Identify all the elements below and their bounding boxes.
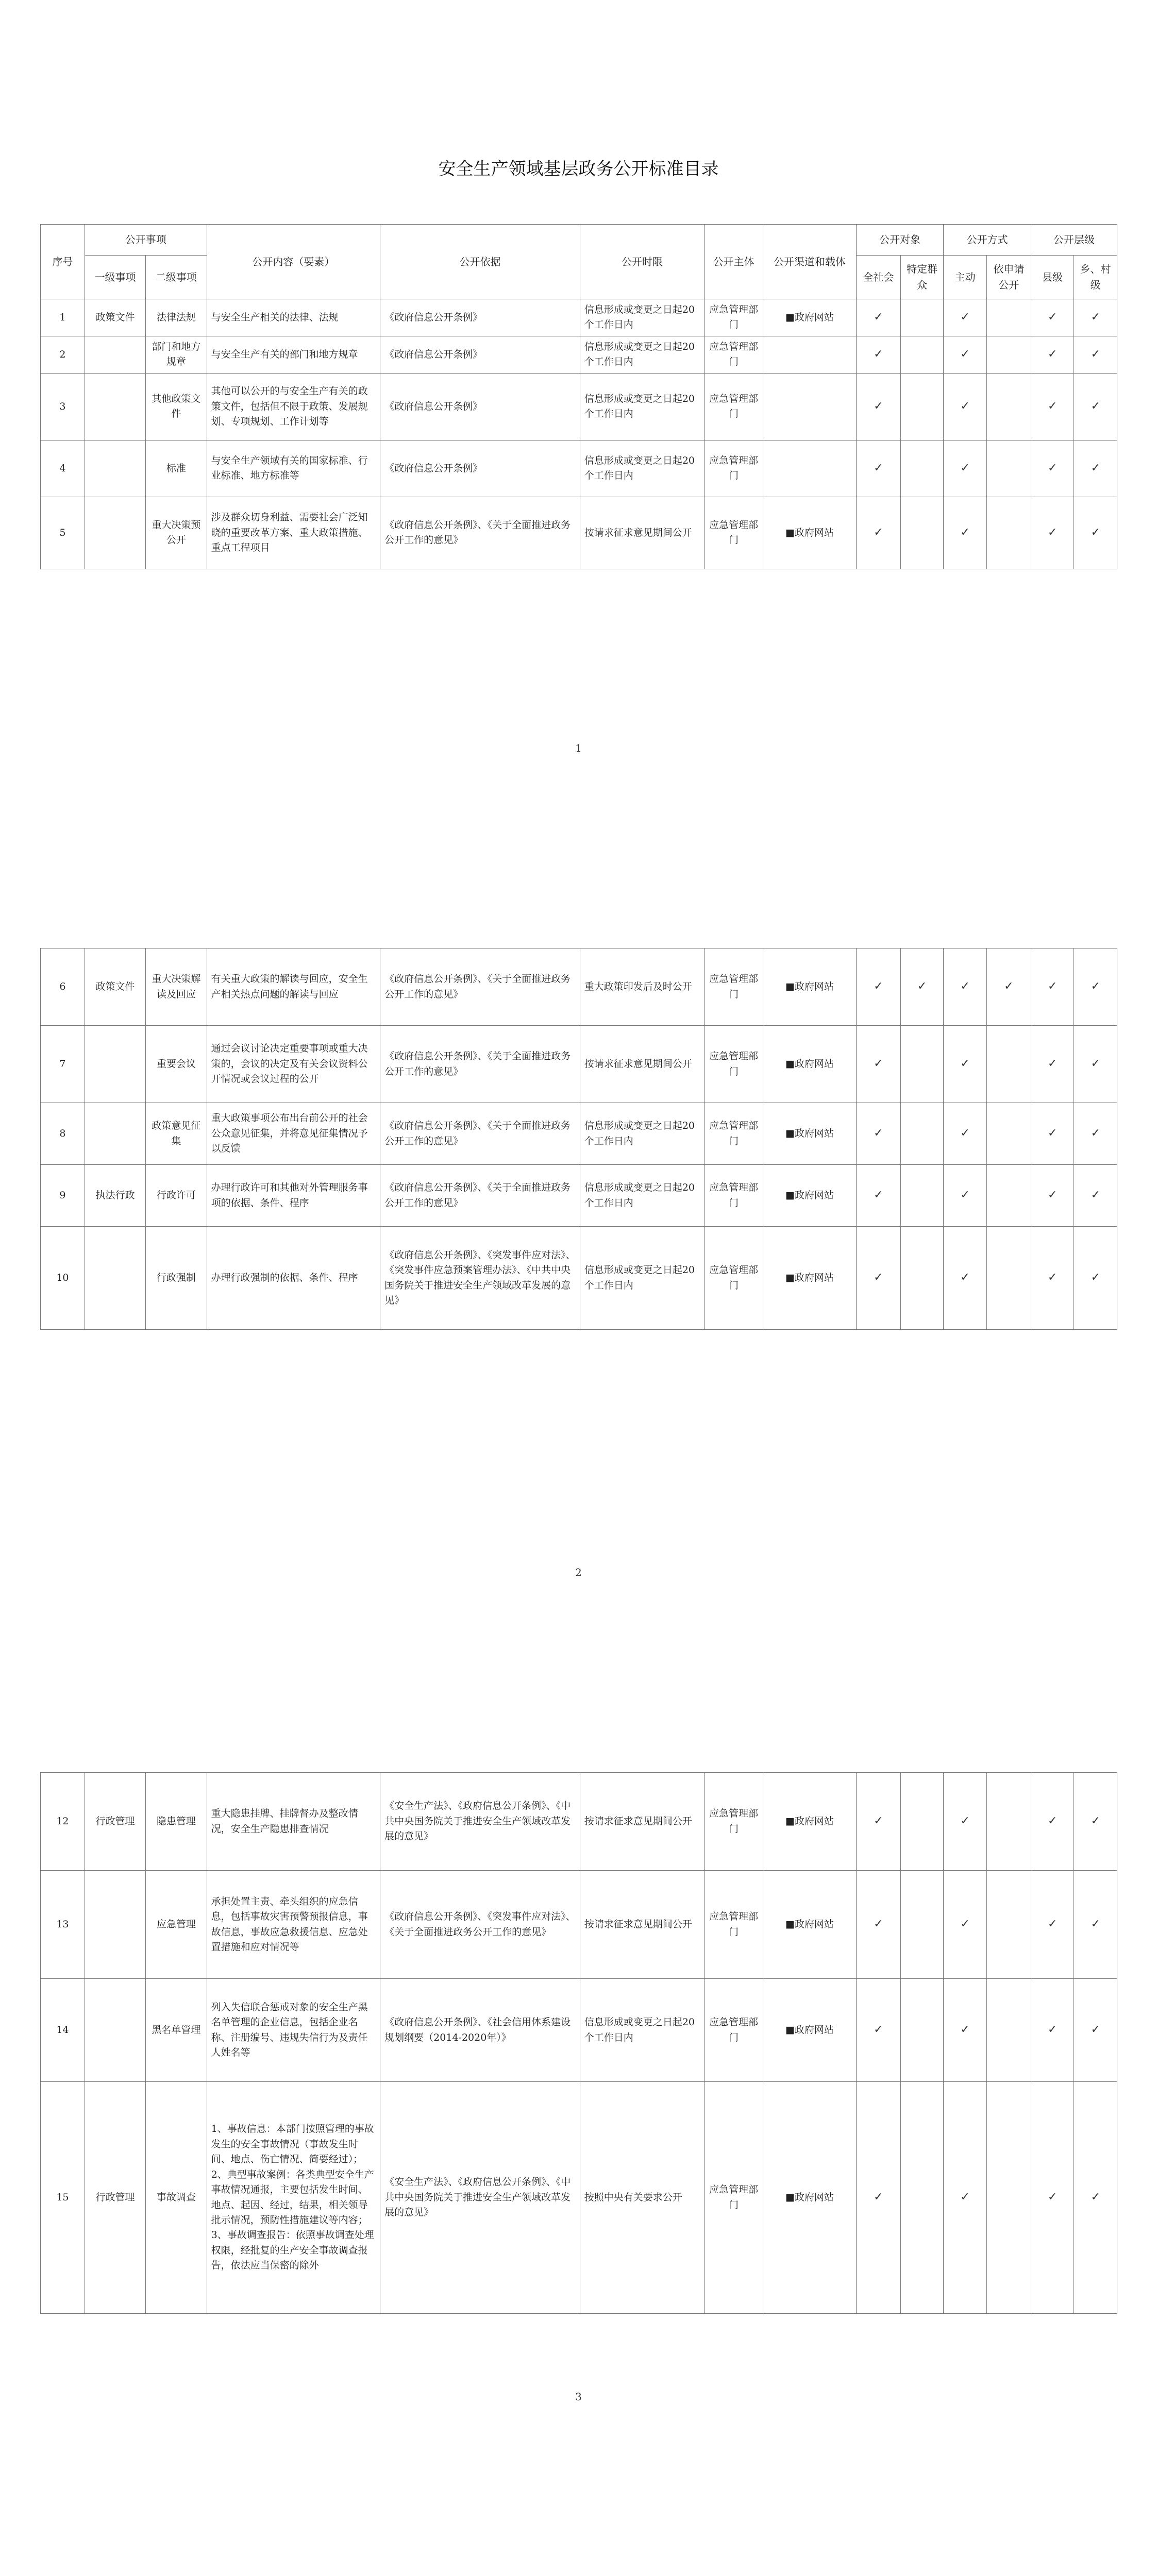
row-time: 信息形成或变更之日起20个工作日内 <box>580 440 704 497</box>
row-content: 列入失信联合惩戒对象的安全生产黑名单管理的企业信息，包括企业名称、注册编号、违规失信行为及责任人姓名等 <box>207 1979 380 2082</box>
check-mark-act: ✓ <box>944 1979 987 2082</box>
check-mark-cty: ✓ <box>1031 2082 1074 2314</box>
row-basis: 《政府信息公开条例》、《关于全面推进政务公开工作的意见》 <box>380 948 580 1026</box>
row-time: 按照中央有关要求公开 <box>580 2082 704 2314</box>
check-mark-soc: ✓ <box>856 1026 900 1103</box>
row-subject: 应急管理部门 <box>705 299 763 336</box>
header-level2: 二级事项 <box>146 256 207 299</box>
check-mark-twn: ✓ <box>1074 1773 1117 1871</box>
check-mark-req <box>986 1979 1031 2082</box>
row-seq: 2 <box>41 336 85 373</box>
row-basis: 《政府信息公开条例》、《关于全面推进政务公开工作的意见》 <box>380 1026 580 1103</box>
catalog-table <box>40 224 1117 569</box>
row-level1 <box>85 1103 145 1165</box>
row-level2: 法律法规 <box>146 299 207 336</box>
row-channel: ■政府网站 <box>763 2082 856 2314</box>
header-channel: 公开渠道和载体 <box>763 225 856 299</box>
row-content: 与安全生产有关的部门和地方规章 <box>207 336 380 373</box>
check-mark-act: ✓ <box>944 2082 987 2314</box>
row-level1 <box>85 373 145 440</box>
check-mark-act: ✓ <box>944 1227 987 1330</box>
row-content: 1、事故信息：本部门按照管理的事故发生的安全事故情况（事故发生时间、地点、伤亡情况、简要经过）；2、典型事故案例：各类典型安全生产事故情况通报，主要包括发生时间、地点、起因、经过，结果，相关领导批示情况，预防性措施建议等内容；3、事故调查报告：依照事故调查处理权限，经批复的生产安全事故调查报告，依法应当保密的除外 <box>207 2082 380 2314</box>
row-subject: 应急管理部门 <box>705 948 763 1026</box>
header-active: 主动 <box>944 256 987 299</box>
check-mark-twn: ✓ <box>1074 1979 1117 2082</box>
row-seq: 4 <box>41 440 85 497</box>
row-level2: 黑名单管理 <box>146 1979 207 2082</box>
header-level1: 一级事项 <box>85 256 145 299</box>
check-mark-req <box>986 299 1031 336</box>
row-level2: 标准 <box>146 440 207 497</box>
row-level2: 行政强制 <box>146 1227 207 1330</box>
check-mark-twn: ✓ <box>1074 1026 1117 1103</box>
row-seq: 6 <box>41 948 85 1026</box>
check-mark-act: ✓ <box>944 1871 987 1979</box>
check-mark-grp <box>900 1026 944 1103</box>
check-mark-soc: ✓ <box>856 948 900 1026</box>
row-level2: 事故调查 <box>146 2082 207 2314</box>
row-channel: ■政府网站 <box>763 1227 856 1330</box>
row-seq: 12 <box>41 1773 85 1871</box>
table-row <box>41 1979 1117 2082</box>
check-mark-twn: ✓ <box>1074 1103 1117 1165</box>
check-mark-req <box>986 373 1031 440</box>
row-seq: 5 <box>41 497 85 569</box>
row-level2: 其他政策文件 <box>146 373 207 440</box>
check-mark-req <box>986 1165 1031 1227</box>
table-row <box>41 948 1117 1026</box>
check-mark-grp <box>900 1103 944 1165</box>
row-subject: 应急管理部门 <box>705 1979 763 2082</box>
check-mark-grp <box>900 2082 944 2314</box>
check-mark-soc: ✓ <box>856 1227 900 1330</box>
row-time: 按请求征求意见期间公开 <box>580 1871 704 1979</box>
check-mark-twn: ✓ <box>1074 2082 1117 2314</box>
row-basis: 《政府信息公开条例》、《关于全面推进政务公开工作的意见》 <box>380 497 580 569</box>
check-mark-act: ✓ <box>944 1103 987 1165</box>
check-mark-soc: ✓ <box>856 336 900 373</box>
row-time: 信息形成或变更之日起20个工作日内 <box>580 373 704 440</box>
row-seq: 15 <box>41 2082 85 2314</box>
check-mark-grp <box>900 1871 944 1979</box>
table-row <box>41 1026 1117 1103</box>
row-subject: 应急管理部门 <box>705 1165 763 1227</box>
check-mark-grp <box>900 336 944 373</box>
row-basis: 《政府信息公开条例》 <box>380 336 580 373</box>
header-basis: 公开依据 <box>380 225 580 299</box>
row-channel: ■政府网站 <box>763 1773 856 1871</box>
check-mark-twn: ✓ <box>1074 1165 1117 1227</box>
header-row <box>41 225 1117 256</box>
header-content: 公开内容（要素） <box>207 225 380 299</box>
check-mark-grp <box>900 1165 944 1227</box>
row-content: 办理行政许可和其他对外管理服务事项的依据、条件、程序 <box>207 1165 380 1227</box>
check-mark-twn: ✓ <box>1074 1871 1117 1979</box>
row-content: 其他可以公开的与安全生产有关的政策文件，包括但不限于政策、发展规划、专项规划、工作计划等 <box>207 373 380 440</box>
check-mark-soc: ✓ <box>856 2082 900 2314</box>
check-mark-req <box>986 336 1031 373</box>
row-basis: 《政府信息公开条例》 <box>380 373 580 440</box>
header-seq: 序号 <box>41 225 85 299</box>
check-mark-grp <box>900 1979 944 2082</box>
row-level2: 重大决策解读及回应 <box>146 948 207 1026</box>
row-level1 <box>85 1026 145 1103</box>
check-mark-soc: ✓ <box>856 1773 900 1871</box>
row-channel: ■政府网站 <box>763 948 856 1026</box>
row-level2: 行政许可 <box>146 1165 207 1227</box>
row-seq: 9 <box>41 1165 85 1227</box>
row-basis: 《政府信息公开条例》 <box>380 440 580 497</box>
row-subject: 应急管理部门 <box>705 336 763 373</box>
row-level1 <box>85 1979 145 2082</box>
check-mark-act: ✓ <box>944 1026 987 1103</box>
row-seq: 10 <box>41 1227 85 1330</box>
row-time: 按请求征求意见期间公开 <box>580 1773 704 1871</box>
check-mark-cty: ✓ <box>1031 1773 1074 1871</box>
check-mark-grp: ✓ <box>900 948 944 1026</box>
check-mark-act: ✓ <box>944 948 987 1026</box>
page-number: 3 <box>575 2391 582 2403</box>
table-row <box>41 373 1117 440</box>
check-mark-grp <box>900 440 944 497</box>
check-mark-soc: ✓ <box>856 1103 900 1165</box>
row-seq: 3 <box>41 373 85 440</box>
check-mark-soc: ✓ <box>856 299 900 336</box>
row-time: 重大政策印发后及时公开 <box>580 948 704 1026</box>
check-mark-twn: ✓ <box>1074 336 1117 373</box>
row-content: 与安全生产领域有关的国家标准、行业标准、地方标准等 <box>207 440 380 497</box>
check-mark-act: ✓ <box>944 440 987 497</box>
row-level1 <box>85 1871 145 1979</box>
check-mark-req <box>986 1227 1031 1330</box>
row-channel <box>763 440 856 497</box>
check-mark-twn: ✓ <box>1074 299 1117 336</box>
header-county: 县级 <box>1031 256 1074 299</box>
check-mark-grp <box>900 1773 944 1871</box>
row-basis: 《政府信息公开条例》、《社会信用体系建设规划纲要（2014-2020年）》 <box>380 1979 580 2082</box>
row-seq: 14 <box>41 1979 85 2082</box>
row-channel: ■政府网站 <box>763 299 856 336</box>
check-mark-req <box>986 1773 1031 1871</box>
header-society: 全社会 <box>856 256 900 299</box>
row-level1 <box>85 1227 145 1330</box>
row-subject: 应急管理部门 <box>705 1773 763 1871</box>
header-time: 公开时限 <box>580 225 704 299</box>
row-subject: 应急管理部门 <box>705 1871 763 1979</box>
row-content: 与安全生产相关的法律、法规 <box>207 299 380 336</box>
check-mark-twn: ✓ <box>1074 948 1117 1026</box>
table-row <box>41 2082 1117 2314</box>
check-mark-req <box>986 1871 1031 1979</box>
row-level1 <box>85 336 145 373</box>
check-mark-grp <box>900 1227 944 1330</box>
check-mark-soc: ✓ <box>856 1871 900 1979</box>
check-mark-req <box>986 2082 1031 2314</box>
row-channel: ■政府网站 <box>763 1871 856 1979</box>
row-content: 涉及群众切身利益、需要社会广泛知晓的重要改革方案、重大政策措施、重点工程项目 <box>207 497 380 569</box>
row-time: 信息形成或变更之日起20个工作日内 <box>580 1979 704 2082</box>
row-subject: 应急管理部门 <box>705 1103 763 1165</box>
page-number: 1 <box>575 742 582 754</box>
header-request: 依申请公开 <box>986 256 1031 299</box>
row-basis: 《安全生产法》、《政府信息公开条例》、《中共中央国务院关于推进安全生产领域改革发展的意见》 <box>380 2082 580 2314</box>
row-channel: ■政府网站 <box>763 1026 856 1103</box>
row-channel <box>763 336 856 373</box>
row-content: 有关重大政策的解读与回应，安全生产相关热点问题的解读与回应 <box>207 948 380 1026</box>
row-level2: 重要会议 <box>146 1026 207 1103</box>
row-basis: 《政府信息公开条例》、《关于全面推进政务公开工作的意见》 <box>380 1165 580 1227</box>
catalog-table <box>40 1772 1117 2314</box>
row-time: 信息形成或变更之日起20个工作日内 <box>580 299 704 336</box>
row-level1: 行政管理 <box>85 1773 145 1871</box>
check-mark-cty: ✓ <box>1031 1103 1074 1165</box>
row-level2: 部门和地方规章 <box>146 336 207 373</box>
check-mark-twn: ✓ <box>1074 373 1117 440</box>
check-mark-twn: ✓ <box>1074 1227 1117 1330</box>
check-mark-grp <box>900 373 944 440</box>
row-level1: 政策文件 <box>85 299 145 336</box>
row-content: 承担处置主责、牵头组织的应急信息，包括事故灾害预警预报信息，事故信息，事故应急救援信息、应急处置措施和应对情况等 <box>207 1871 380 1979</box>
header-subject: 公开主体 <box>705 225 763 299</box>
check-mark-req <box>986 497 1031 569</box>
row-level1: 政策文件 <box>85 948 145 1026</box>
page-number: 2 <box>575 1566 582 1579</box>
table-row <box>41 440 1117 497</box>
row-channel: ■政府网站 <box>763 1979 856 2082</box>
header-level: 公开层级 <box>1031 225 1117 256</box>
row-seq: 1 <box>41 299 85 336</box>
check-mark-cty: ✓ <box>1031 373 1074 440</box>
row-subject: 应急管理部门 <box>705 373 763 440</box>
row-level1 <box>85 440 145 497</box>
row-basis: 《政府信息公开条例》、《突发事件应对法》、《关于全面推进政务公开工作的意见》 <box>380 1871 580 1979</box>
row-level1 <box>85 497 145 569</box>
table-row <box>41 1103 1117 1165</box>
row-seq: 8 <box>41 1103 85 1165</box>
row-content: 重大隐患挂牌、挂牌督办及整改情况，安全生产隐患排查情况 <box>207 1773 380 1871</box>
check-mark-soc: ✓ <box>856 440 900 497</box>
row-time: 信息形成或变更之日起20个工作日内 <box>580 1227 704 1330</box>
row-time: 按请求征求意见期间公开 <box>580 497 704 569</box>
row-level2: 应急管理 <box>146 1871 207 1979</box>
row-subject: 应急管理部门 <box>705 497 763 569</box>
check-mark-cty: ✓ <box>1031 1871 1074 1979</box>
catalog-table <box>40 948 1117 1330</box>
header-target: 公开对象 <box>856 225 943 256</box>
row-subject: 应急管理部门 <box>705 1026 763 1103</box>
table-row <box>41 1165 1117 1227</box>
check-mark-req <box>986 1103 1031 1165</box>
check-mark-req <box>986 1026 1031 1103</box>
check-mark-cty: ✓ <box>1031 1227 1074 1330</box>
check-mark-soc: ✓ <box>856 1165 900 1227</box>
row-basis: 《政府信息公开条例》、《关于全面推进政务公开工作的意见》 <box>380 1103 580 1165</box>
header-method: 公开方式 <box>944 225 1031 256</box>
table-row <box>41 1871 1117 1979</box>
check-mark-cty: ✓ <box>1031 1026 1074 1103</box>
check-mark-soc: ✓ <box>856 373 900 440</box>
row-content: 通过会议讨论决定重要事项或重大决策的，会议的决定及有关会议资料公开情况或会议过程的公开 <box>207 1026 380 1103</box>
row-level1: 执法行政 <box>85 1165 145 1227</box>
header-items: 公开事项 <box>85 225 207 256</box>
header-town: 乡、村级 <box>1074 256 1117 299</box>
row-content: 重大政策事项公布出台前公开的社会公众意见征集，并将意见征集情况予以反馈 <box>207 1103 380 1165</box>
table-row <box>41 336 1117 373</box>
check-mark-grp <box>900 299 944 336</box>
row-basis: 《政府信息公开条例》 <box>380 299 580 336</box>
row-time: 信息形成或变更之日起20个工作日内 <box>580 1103 704 1165</box>
row-basis: 《政府信息公开条例》、《突发事件应对法》、《突发事件应急预案管理办法》、《中共中央国务院关于推进安全生产领域改革发展的意见》 <box>380 1227 580 1330</box>
row-seq: 13 <box>41 1871 85 1979</box>
check-mark-req <box>986 440 1031 497</box>
check-mark-act: ✓ <box>944 497 987 569</box>
check-mark-cty: ✓ <box>1031 948 1074 1026</box>
row-time: 按请求征求意见期间公开 <box>580 1026 704 1103</box>
row-channel: ■政府网站 <box>763 1103 856 1165</box>
check-mark-cty: ✓ <box>1031 497 1074 569</box>
table-row <box>41 497 1117 569</box>
row-level2: 政策意见征集 <box>146 1103 207 1165</box>
row-subject: 应急管理部门 <box>705 440 763 497</box>
row-level2: 隐患管理 <box>146 1773 207 1871</box>
header-group: 特定群众 <box>900 256 944 299</box>
page-title: 安全生产领域基层政务公开标准目录 <box>438 159 719 179</box>
row-subject: 应急管理部门 <box>705 1227 763 1330</box>
row-content: 办理行政强制的依据、条件、程序 <box>207 1227 380 1330</box>
check-mark-cty: ✓ <box>1031 1165 1074 1227</box>
table-row <box>41 299 1117 336</box>
check-mark-cty: ✓ <box>1031 440 1074 497</box>
check-mark-act: ✓ <box>944 1165 987 1227</box>
check-mark-act: ✓ <box>944 1773 987 1871</box>
row-level2: 重大决策预公开 <box>146 497 207 569</box>
check-mark-cty: ✓ <box>1031 299 1074 336</box>
table-row <box>41 1773 1117 1871</box>
check-mark-twn: ✓ <box>1074 440 1117 497</box>
row-channel: ■政府网站 <box>763 1165 856 1227</box>
check-mark-req: ✓ <box>986 948 1031 1026</box>
row-channel <box>763 373 856 440</box>
check-mark-soc: ✓ <box>856 1979 900 2082</box>
check-mark-soc: ✓ <box>856 497 900 569</box>
row-channel: ■政府网站 <box>763 497 856 569</box>
row-time: 信息形成或变更之日起20个工作日内 <box>580 1165 704 1227</box>
row-basis: 《安全生产法》、《政府信息公开条例》、《中共中央国务院关于推进安全生产领域改革发展的意见》 <box>380 1773 580 1871</box>
check-mark-act: ✓ <box>944 373 987 440</box>
check-mark-cty: ✓ <box>1031 1979 1074 2082</box>
check-mark-act: ✓ <box>944 299 987 336</box>
row-time: 信息形成或变更之日起20个工作日内 <box>580 336 704 373</box>
table-row <box>41 1227 1117 1330</box>
check-mark-act: ✓ <box>944 336 987 373</box>
row-subject: 应急管理部门 <box>705 2082 763 2314</box>
check-mark-grp <box>900 497 944 569</box>
check-mark-twn: ✓ <box>1074 497 1117 569</box>
row-seq: 7 <box>41 1026 85 1103</box>
row-level1: 行政管理 <box>85 2082 145 2314</box>
check-mark-cty: ✓ <box>1031 336 1074 373</box>
